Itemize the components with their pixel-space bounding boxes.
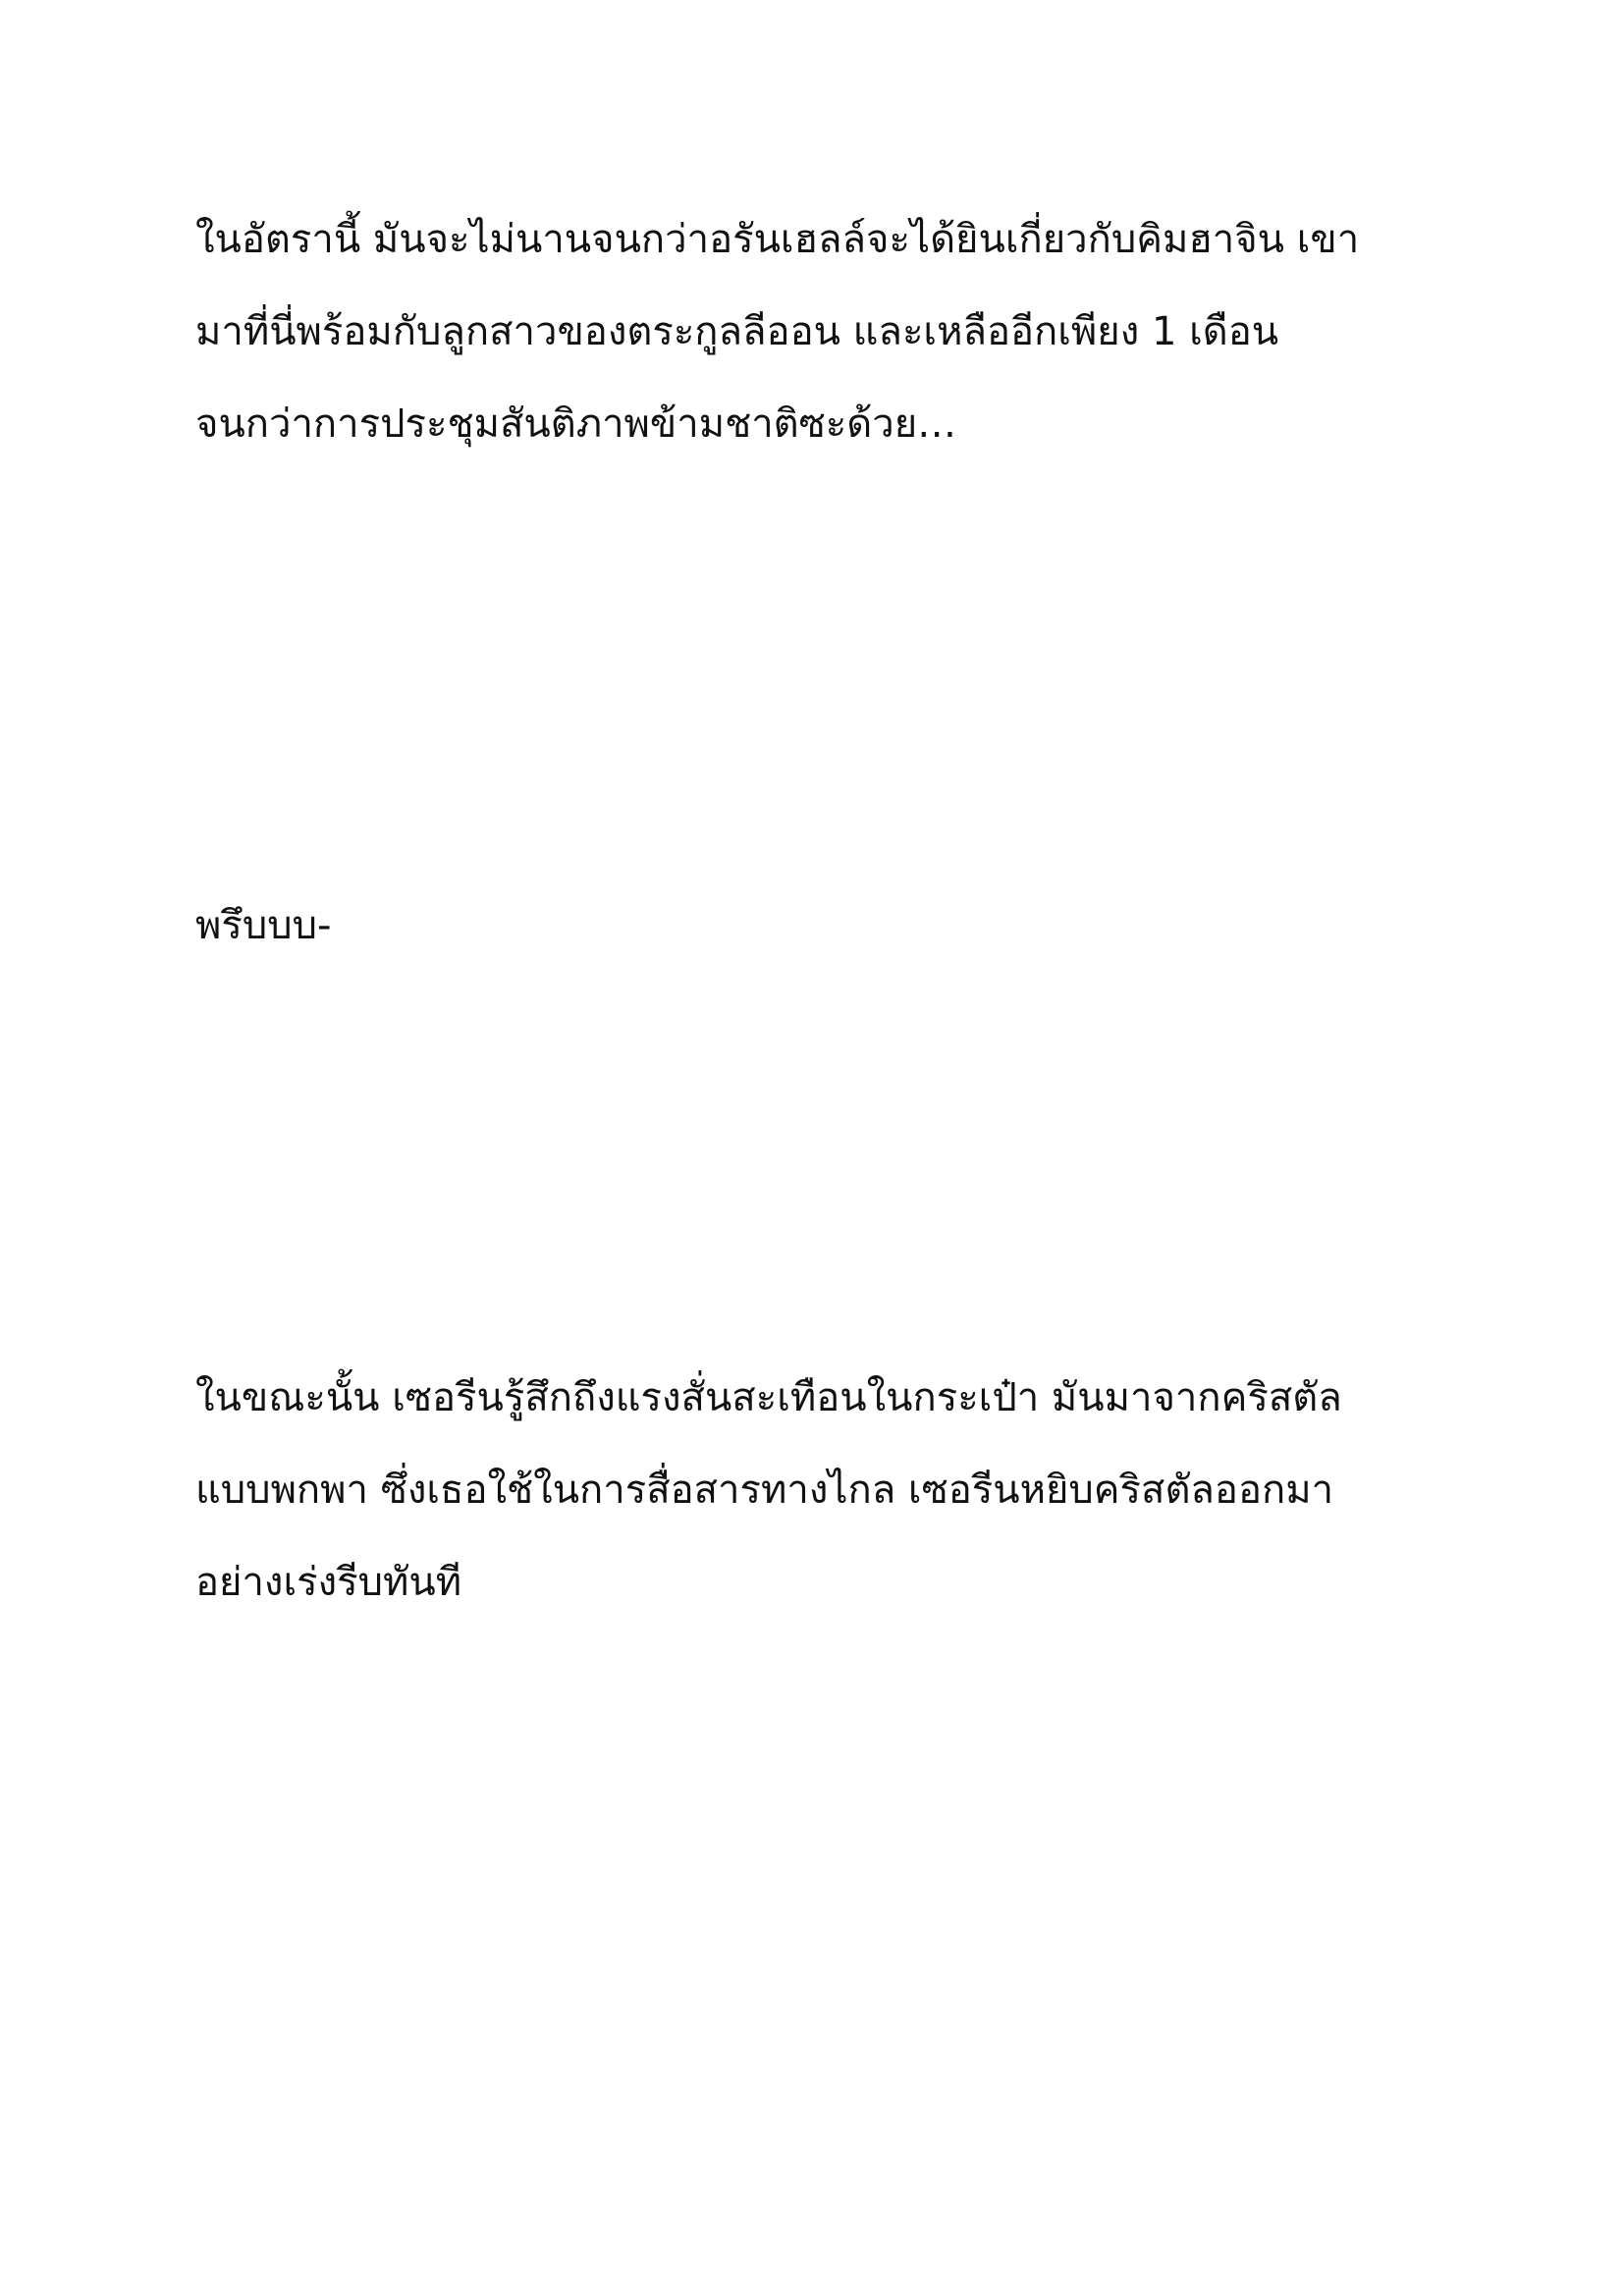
paragraph	[195, 880, 1472, 972]
paragraph-line: อย่างเร่งรีบทันที	[195, 1560, 462, 1605]
paragraph-line: ในอัตรานี้ มันจะไม่นานจนกว่าอรันเฮลล์จะได้ยินเกี่ยวกับคิมฮาจิน เขา	[195, 217, 1360, 262]
paragraph	[195, 1352, 1472, 1629]
paragraph-line: จนกว่าการประชุมสันติภาพข้ามชาติซะด้วย…	[195, 401, 957, 447]
paragraph-line: แบบพกพา ซึ่งเธอใช้ในการสื่อสารทางไกล เซอรีนหยิบคริสตัลออกมา	[195, 1468, 1334, 1513]
paragraph-line: ในขณะนั้น เซอรีนรู้สึกถึงแรงสั่นสะเทือนในกระเป๋า มันมาจากคริสตัล	[195, 1375, 1342, 1420]
paragraph	[195, 193, 1472, 470]
paragraph-line: พรึบบบ-	[195, 903, 332, 948]
paragraph-line: มาที่นี่พร้อมกับลูกสาวของตระกูลลีออน และเหลืออีกเพียง 1 เดือน	[195, 309, 1279, 354]
